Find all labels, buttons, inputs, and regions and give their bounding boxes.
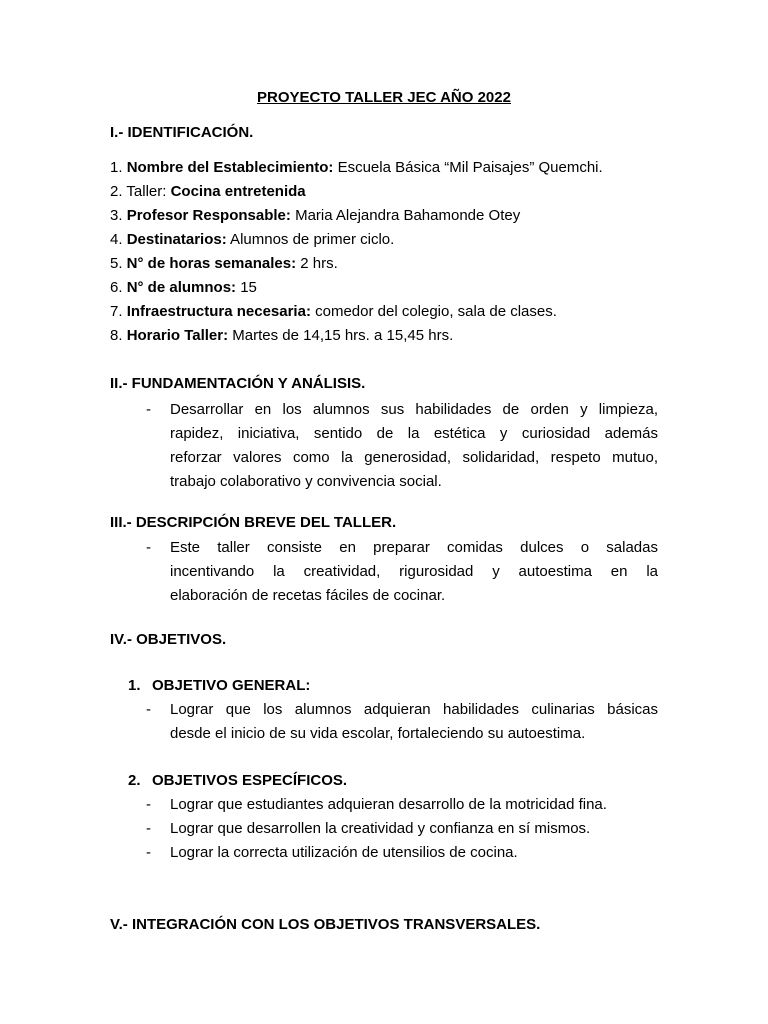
identification-item-4	[110, 230, 394, 250]
section-1-heading: I.- IDENTIFICACIÓN.	[110, 124, 254, 141]
fundamentacion-line-2: rapidez, iniciativa, sentido de la estética y curiosidad además	[170, 425, 658, 442]
bullet-dash: -	[146, 701, 151, 718]
item-number: 3.	[110, 207, 127, 224]
item-number: 8.	[110, 327, 127, 344]
objetivo-especifico-1: Lograr que estudiantes adquieran desarrollo de la motricidad fina.	[170, 796, 607, 813]
item-value: comedor del colegio, sala de clases.	[310, 303, 557, 320]
bullet-dash: -	[146, 820, 151, 837]
item-label: Destinatarios:	[126, 231, 227, 248]
item-number: 5.	[110, 255, 123, 272]
item-label: Infraestructura necesaria:	[126, 303, 311, 320]
item-value: Martes de 14,15 hrs. a 15,45 hrs.	[228, 327, 454, 344]
item-number: 1.	[110, 159, 127, 176]
identification-item-3	[110, 206, 520, 226]
objetivo-especifico-2: Lograr que desarrollen la creatividad y confianza en sí mismos.	[170, 820, 591, 837]
subheading-label: OBJETIVO GENERAL:	[152, 677, 311, 694]
bullet-dash: -	[146, 796, 151, 813]
bullet-dash: -	[146, 844, 151, 861]
section-2-heading: II.- FUNDAMENTACIÓN Y ANÁLISIS.	[110, 375, 366, 392]
fundamentacion-line-4: trabajo colaborativo y convivencia social.	[170, 473, 442, 490]
identification-item-1	[110, 158, 603, 178]
fundamentacion-line-1: Desarrollar en los alumnos sus habilidades de orden y limpieza,	[170, 401, 658, 418]
item-value: Alumnos de primer ciclo.	[226, 231, 395, 248]
item-label: N° de alumnos:	[126, 279, 237, 296]
section-4-heading: IV.- OBJETIVOS.	[110, 631, 227, 648]
objetivo-general-line-2: desde el inicio de su vida escolar, fortaleciendo su autoestima.	[170, 725, 586, 742]
objetivos-especificos-heading	[128, 771, 347, 791]
subheading-number: 2.	[128, 772, 141, 789]
fundamentacion-line-3: reforzar valores como la generosidad, solidaridad, respeto mutuo,	[170, 449, 658, 466]
descripcion-line-1: Este taller consiste en preparar comidas dulces o saladas	[170, 539, 658, 556]
item-value: Escuela Básica “Mil Paisajes” Quemchi.	[333, 159, 603, 176]
item-label: N° de horas semanales:	[122, 255, 297, 272]
item-number: 7.	[110, 303, 127, 320]
descripcion-line-3: elaboración de recetas fáciles de cocinar.	[170, 587, 446, 604]
objetivo-general-heading	[128, 676, 310, 696]
item-label: Profesor Responsable:	[126, 207, 291, 224]
identification-item-5	[110, 254, 338, 274]
subheading-label: OBJETIVOS ESPECÍFICOS.	[152, 772, 348, 789]
subheading-number: 1.	[128, 677, 141, 694]
item-number: 4.	[110, 231, 127, 248]
item-number: 2.	[110, 183, 127, 200]
item-label: Taller:	[126, 183, 171, 200]
bullet-dash: -	[146, 539, 151, 556]
objetivo-general-line-1: Lograr que los alumnos adquieran habilidades culinarias básicas	[170, 701, 658, 718]
descripcion-line-2: incentivando la creatividad, rigurosidad y autoestima en la	[170, 563, 658, 580]
section-5-heading: V.- INTEGRACIÓN CON LOS OBJETIVOS TRANSVERSALES.	[110, 916, 541, 933]
identification-item-6	[110, 278, 257, 298]
item-value: Cocina entretenida	[170, 183, 306, 200]
section-3-heading: III.- DESCRIPCIÓN BREVE DEL TALLER.	[110, 514, 397, 531]
item-value: Maria Alejandra Bahamonde Otey	[290, 207, 521, 224]
identification-item-2	[110, 182, 306, 202]
identification-item-7	[110, 302, 557, 322]
item-label: Horario Taller:	[126, 327, 229, 344]
bullet-dash: -	[146, 401, 151, 418]
identification-item-8	[110, 326, 453, 346]
item-number: 6.	[110, 279, 127, 296]
item-value: 2 hrs.	[296, 255, 338, 272]
document-title: PROYECTO TALLER JEC AÑO 2022	[257, 89, 511, 106]
objetivo-especifico-3: Lograr la correcta utilización de utensilios de cocina.	[170, 844, 518, 861]
item-value: 15	[236, 279, 257, 296]
item-label: Nombre del Establecimiento:	[126, 159, 334, 176]
